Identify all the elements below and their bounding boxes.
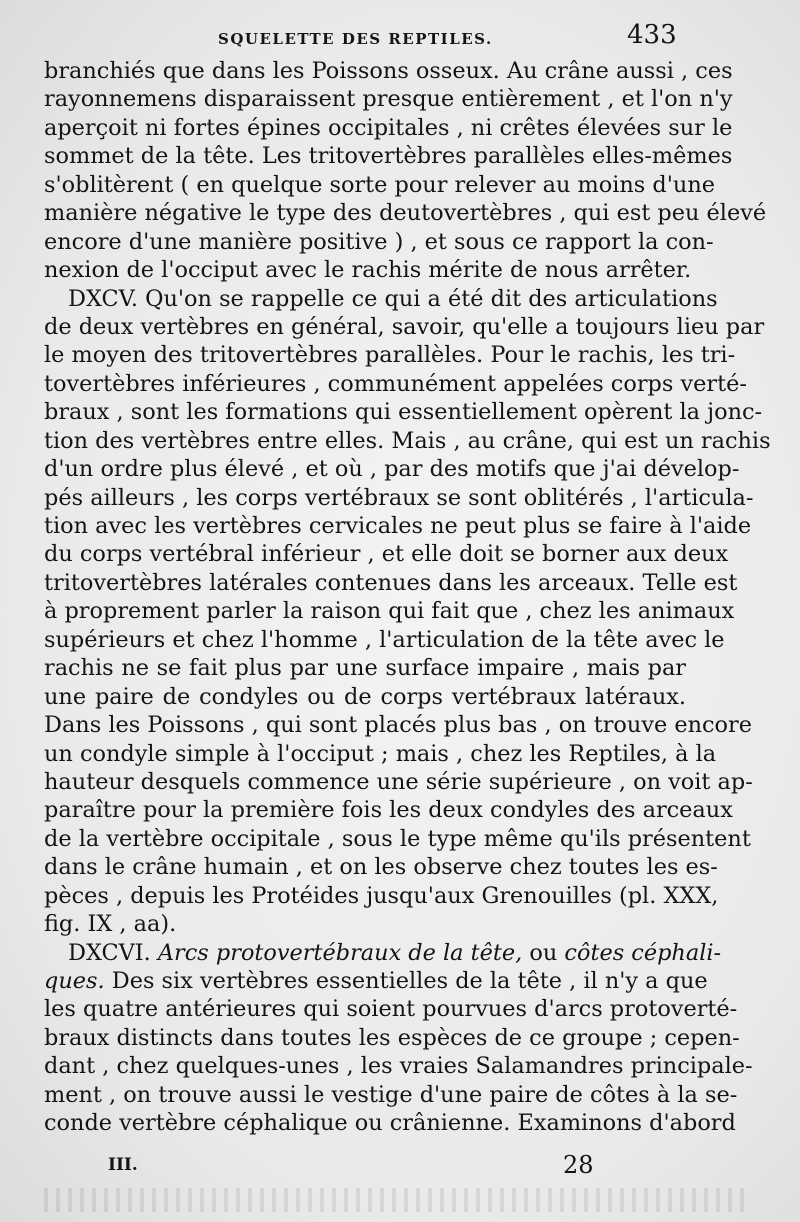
- text-line: les quatre antérieures qui soient pourvues d'arcs protoverté-: [44, 996, 738, 1023]
- folio-number: 28: [563, 1151, 594, 1179]
- text-line: hauteur desquels commence une série supérieure , on voit ap-: [44, 768, 753, 795]
- text-line: un condyle simple à l'occiput ; mais , chez les Reptiles, à la: [44, 740, 717, 767]
- text-line: nexion de l'occiput avec le rachis mérite de nous arrêter.: [44, 257, 692, 284]
- section-number: DXCVI.: [68, 939, 151, 966]
- page-number: 433: [627, 20, 677, 50]
- text-line: rayonnemens disparaissent presque entièrement , et l'on n'y: [44, 86, 733, 113]
- text-line: [44, 967, 708, 995]
- text-line: supérieurs et chez l'homme , l'articulation de la tête avec le: [44, 626, 725, 653]
- text-line: aperçoit ni fortes épines occipitales , ni crêtes élevées sur le: [44, 114, 733, 141]
- section-heading-end: ques.: [44, 968, 105, 994]
- text-line: Dans les Poissons , qui sont placés plus bas , on trouve encore: [44, 712, 752, 739]
- text-line: s'oblitèrent ( en quelque sorte pour relever au moins d'une: [44, 171, 715, 198]
- text-line: rachis ne se fait plus par une surface impaire , mais par: [44, 655, 686, 682]
- text-line: tion avec les vertèbres cervicales ne peut plus se faire à l'aide: [44, 513, 752, 539]
- text-line: de la vertèbre occipitale , sous le type même qu'ils présentent: [44, 825, 751, 852]
- text-line: dans le crâne humain , et on les observe chez toutes les es-: [44, 854, 718, 881]
- text-line: tovertèbres inférieures , communément appelées corps verté-: [44, 370, 747, 397]
- paragraph-dxcv-start: DXCV. Qu'on se rappelle ce qui a été dit des articulations: [68, 285, 718, 312]
- text-line: manière négative le type des deutovertèbres , qui est peu élevé: [44, 200, 767, 227]
- paragraph-dxcvi-start: [44, 939, 722, 967]
- body-text: [44, 57, 771, 1138]
- text-line: dant , chez quelques-unes , les vraies Salamandres principale-: [44, 1053, 753, 1080]
- section-heading: Arcs protovertébraux de la tête,: [157, 939, 523, 966]
- text-line: pèces , depuis les Protéides jusqu'aux Grenouilles (pl. XXX,: [44, 882, 719, 909]
- text-line: encore d'une manière positive ) , et sous ce rapport la con-: [44, 228, 714, 255]
- text-line: branchiés que dans les Poissons osseux. Au crâne aussi , ces: [44, 58, 733, 84]
- show-through-texture: [44, 1188, 744, 1212]
- text-line: tritovertèbres latérales contenues dans les arceaux. Telle est: [44, 569, 738, 596]
- page-footer: [0, 1151, 800, 1185]
- text-line: ment , on trouve aussi le vestige d'une paire de côtes à la se-: [44, 1081, 738, 1108]
- text-line: du corps vertébral inférieur , et elle doit se borner aux deux: [44, 541, 729, 568]
- text-fragment: Des six vertèbres essentielles de la tête , il n'y a que: [111, 968, 708, 994]
- text-line: à proprement parler la raison qui fait que , chez les animaux: [44, 598, 735, 625]
- text-line: pés ailleurs , les corps vertébraux se sont oblitérés , l'articula-: [44, 484, 754, 511]
- text-line: d'un ordre plus élevé , et où , par des motifs que j'ai dévelop-: [44, 456, 740, 483]
- text-line: tion des vertèbres entre elles. Mais , au crâne, qui est un rachis: [44, 427, 771, 454]
- text-line: le moyen des tritovertèbres parallèles. Pour le rachis, les tri-: [44, 342, 736, 369]
- text-line: braux distincts dans toutes les espèces de ce groupe ; cepen-: [44, 1024, 740, 1051]
- signature-mark: III.: [108, 1155, 138, 1175]
- text-line: de deux vertèbres en général, savoir, qu'elle a toujours lieu par: [44, 313, 765, 340]
- text-line: fig. IX , aa).: [44, 911, 177, 938]
- section-heading-continued: côtes céphali-: [564, 939, 722, 966]
- text-line: sommet de la tête. Les tritovertèbres parallèles elles-mêmes: [44, 143, 733, 170]
- text-line: braux , sont les formations qui essentiellement opèrent la jonc-: [44, 399, 763, 426]
- running-title: SQUELETTE DES REPTILES.: [218, 30, 493, 48]
- text-line: une paire de condyles ou de corps vertébraux latéraux.: [44, 683, 686, 710]
- text-line: conde vertèbre céphalique ou crânienne. Examinons d'abord: [44, 1110, 736, 1137]
- page-header: [0, 18, 800, 54]
- text-line: paraître pour la première fois les deux condyles des arceaux: [44, 797, 733, 824]
- conjunction: ou: [529, 939, 558, 966]
